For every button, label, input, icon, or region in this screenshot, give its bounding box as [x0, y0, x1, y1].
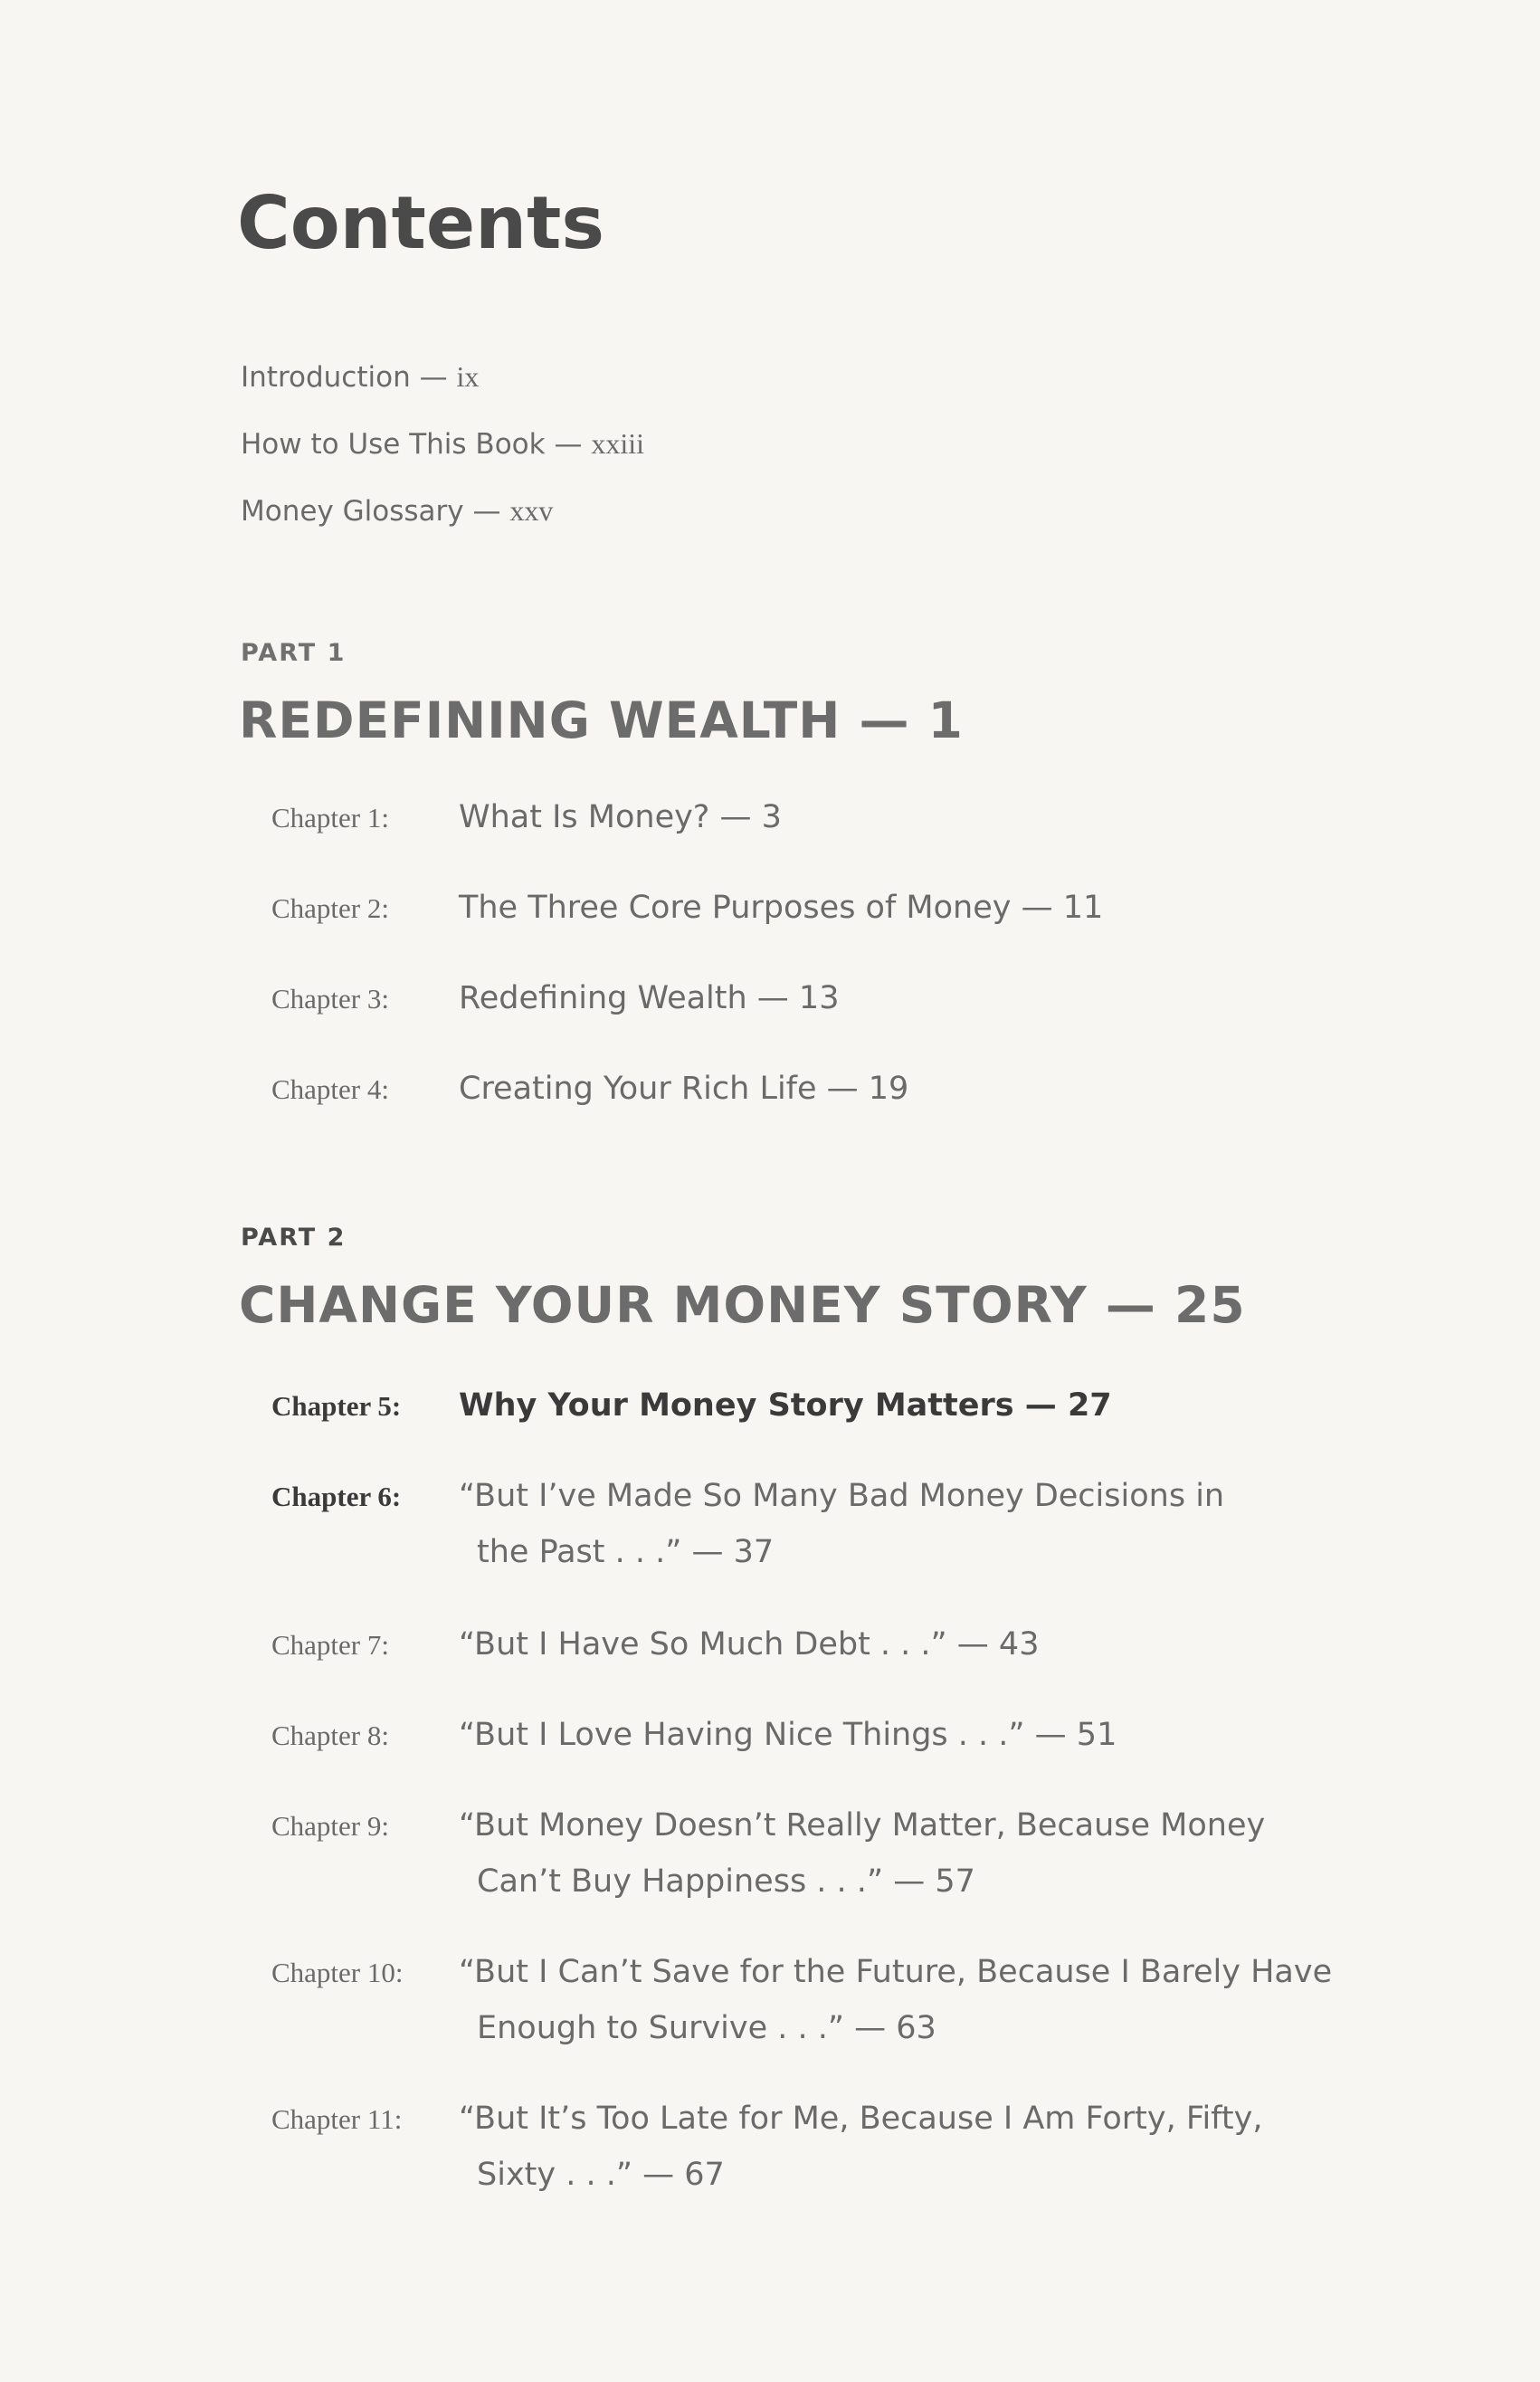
part-title[interactable]: CHANGE YOUR MONEY STORY — 25: [239, 1276, 1246, 1334]
chapter-title-line: Why Your Money Story Matters — 27: [459, 1387, 1112, 1424]
chapter-title: [459, 1944, 1364, 2056]
chapter-number: Chapter 11:: [271, 2103, 403, 2135]
chapter-number: Chapter 5:: [271, 1390, 402, 1422]
chapter-number: Chapter 10:: [271, 1957, 404, 1988]
page-number: xxiii: [591, 427, 644, 460]
separator: —: [554, 428, 583, 461]
chapter-number: Chapter 4:: [271, 1073, 389, 1105]
chapter-title-line: “But Money Doesn’t Really Matter, Because Money: [459, 1807, 1266, 1844]
chapter-title: [459, 1616, 1364, 1672]
chapter-number: Chapter 1:: [271, 802, 389, 834]
chapter-title: [459, 1797, 1364, 1910]
page-number: ix: [456, 360, 480, 393]
chapter-title: [459, 1707, 1364, 1763]
separator: —: [419, 361, 448, 394]
chapter-number: Chapter 3:: [271, 983, 389, 1015]
chapter-title: [459, 970, 1364, 1026]
chapter-title-line: Sixty . . .” — 67: [477, 2157, 725, 2193]
chapter-title-line: Enough to Survive . . .” — 63: [477, 2010, 936, 2046]
front-matter-label: Money Glossary: [241, 495, 464, 528]
chapter-number: Chapter 7:: [271, 1629, 389, 1661]
chapter-title: [459, 1468, 1364, 1580]
separator: —: [472, 495, 501, 528]
chapter-title: [459, 789, 1364, 845]
chapter-number: Chapter 2:: [271, 892, 389, 924]
front-matter-label: How to Use This Book: [241, 428, 546, 461]
chapter-title-line: “But I Have So Much Debt . . .” — 43: [459, 1626, 1040, 1663]
chapter-number: Chapter 8:: [271, 1720, 389, 1751]
front-matter-label: Introduction: [241, 361, 411, 394]
front-matter-how-to-use[interactable]: [241, 427, 644, 461]
part-label: PART 2: [241, 1224, 347, 1252]
chapter-title-line: Creating Your Rich Life — 19: [459, 1071, 909, 1107]
chapter-title-line: “But I’ve Made So Many Bad Money Decisions in: [459, 1478, 1225, 1514]
page-title: Contents: [237, 181, 604, 265]
chapter-title-line: “But I Love Having Nice Things . . .” — 51: [459, 1717, 1117, 1753]
chapter-title: [459, 1061, 1364, 1117]
chapter-title-line: Redefining Wealth — 13: [459, 980, 840, 1016]
chapter-title-line: The Three Core Purposes of Money — 11: [459, 890, 1104, 926]
front-matter-introduction[interactable]: [241, 360, 479, 394]
chapter-number: Chapter 6:: [271, 1481, 402, 1512]
part-title[interactable]: REDEFINING WEALTH — 1: [239, 691, 964, 749]
chapter-title-line: “But I Can’t Save for the Future, Because I Barely Have: [459, 1954, 1333, 1990]
front-matter-money-glossary[interactable]: [241, 494, 553, 528]
chapter-title: [459, 2091, 1364, 2203]
chapter-title-line: the Past . . .” — 37: [477, 1534, 775, 1570]
chapter-number: Chapter 9:: [271, 1810, 389, 1842]
part-label: PART 1: [241, 639, 347, 667]
chapter-title: [459, 1377, 1364, 1434]
chapter-title: [459, 880, 1364, 936]
chapter-title-line: What Is Money? — 3: [459, 799, 782, 835]
chapter-title-line: Can’t Buy Happiness . . .” — 57: [477, 1863, 975, 1900]
chapter-title-line: “But It’s Too Late for Me, Because I Am Forty, Fifty,: [459, 2101, 1263, 2137]
page-number: xxv: [509, 494, 554, 527]
